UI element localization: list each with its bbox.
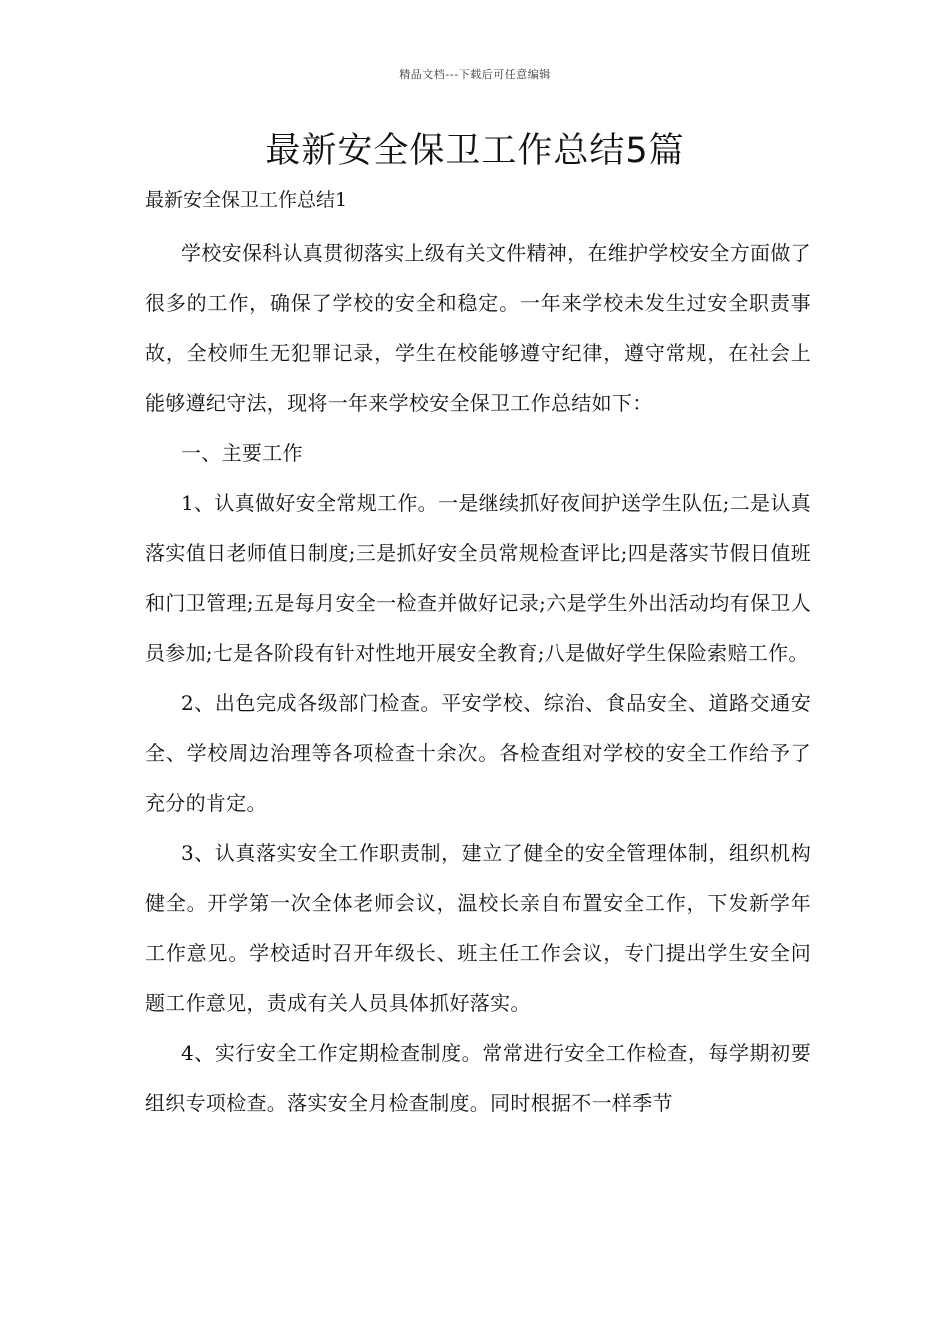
header-note: 精品文档---下载后可任意编辑 [399,68,551,81]
paragraph-intro: 学校安保科认真贯彻落实上级有关文件精神，在维护学校安全方面做了很多的工作，确保了学校的安全和稳定。一年来学校未发生过安全职责事故，全校师生无犯罪记录，学生在校能够遵守纪律，遵守常规，在社会上能够遵纪守法，现将一年来学校安全保卫工作总结如下： [145,241,811,415]
paragraph-item-2: 2、出色完成各级部门检查。平安学校、综治、食品安全、道路交通安全、学校周边治理等各项检查十余次。各检查组对学校的安全工作给予了充分的肯定。 [145,691,811,815]
document-title: 最新安全保卫工作总结5篇 [265,131,685,171]
section-heading: 最新安全保卫工作总结1 [145,189,348,211]
paragraph-item-1: 1、认真做好安全常规工作。一是继续抓好夜间护送学生队伍;二是认真落实值日老师值日制度;三是抓好安全员常规检查评比;四是落实节假日值班和门卫管理;五是每月安全一检查并做好记录;六是学生外出活动均有保卫人员参加;七是各阶段有针对性地开展安全教育;八是做好学生保险索赔工作。 [145,491,811,665]
paragraph-main-work-heading: 一、主要工作 [181,441,303,465]
paragraph-item-3: 3、认真落实安全工作职责制，建立了健全的安全管理体制，组织机构健全。开学第一次全体老师会议，温校长亲自布置安全工作，下发新学年工作意见。学校适时召开年级长、班主任工作会议，专门提出学生安全问题工作意见，责成有关人员具体抓好落实。 [145,841,811,1015]
paragraph-item-4: 4、实行安全工作定期检查制度。常常进行安全工作检查，每学期初要组织专项检查。落实安全月检查制度。同时根据不一样季节 [145,1041,811,1115]
document-body [145,228,811,1128]
